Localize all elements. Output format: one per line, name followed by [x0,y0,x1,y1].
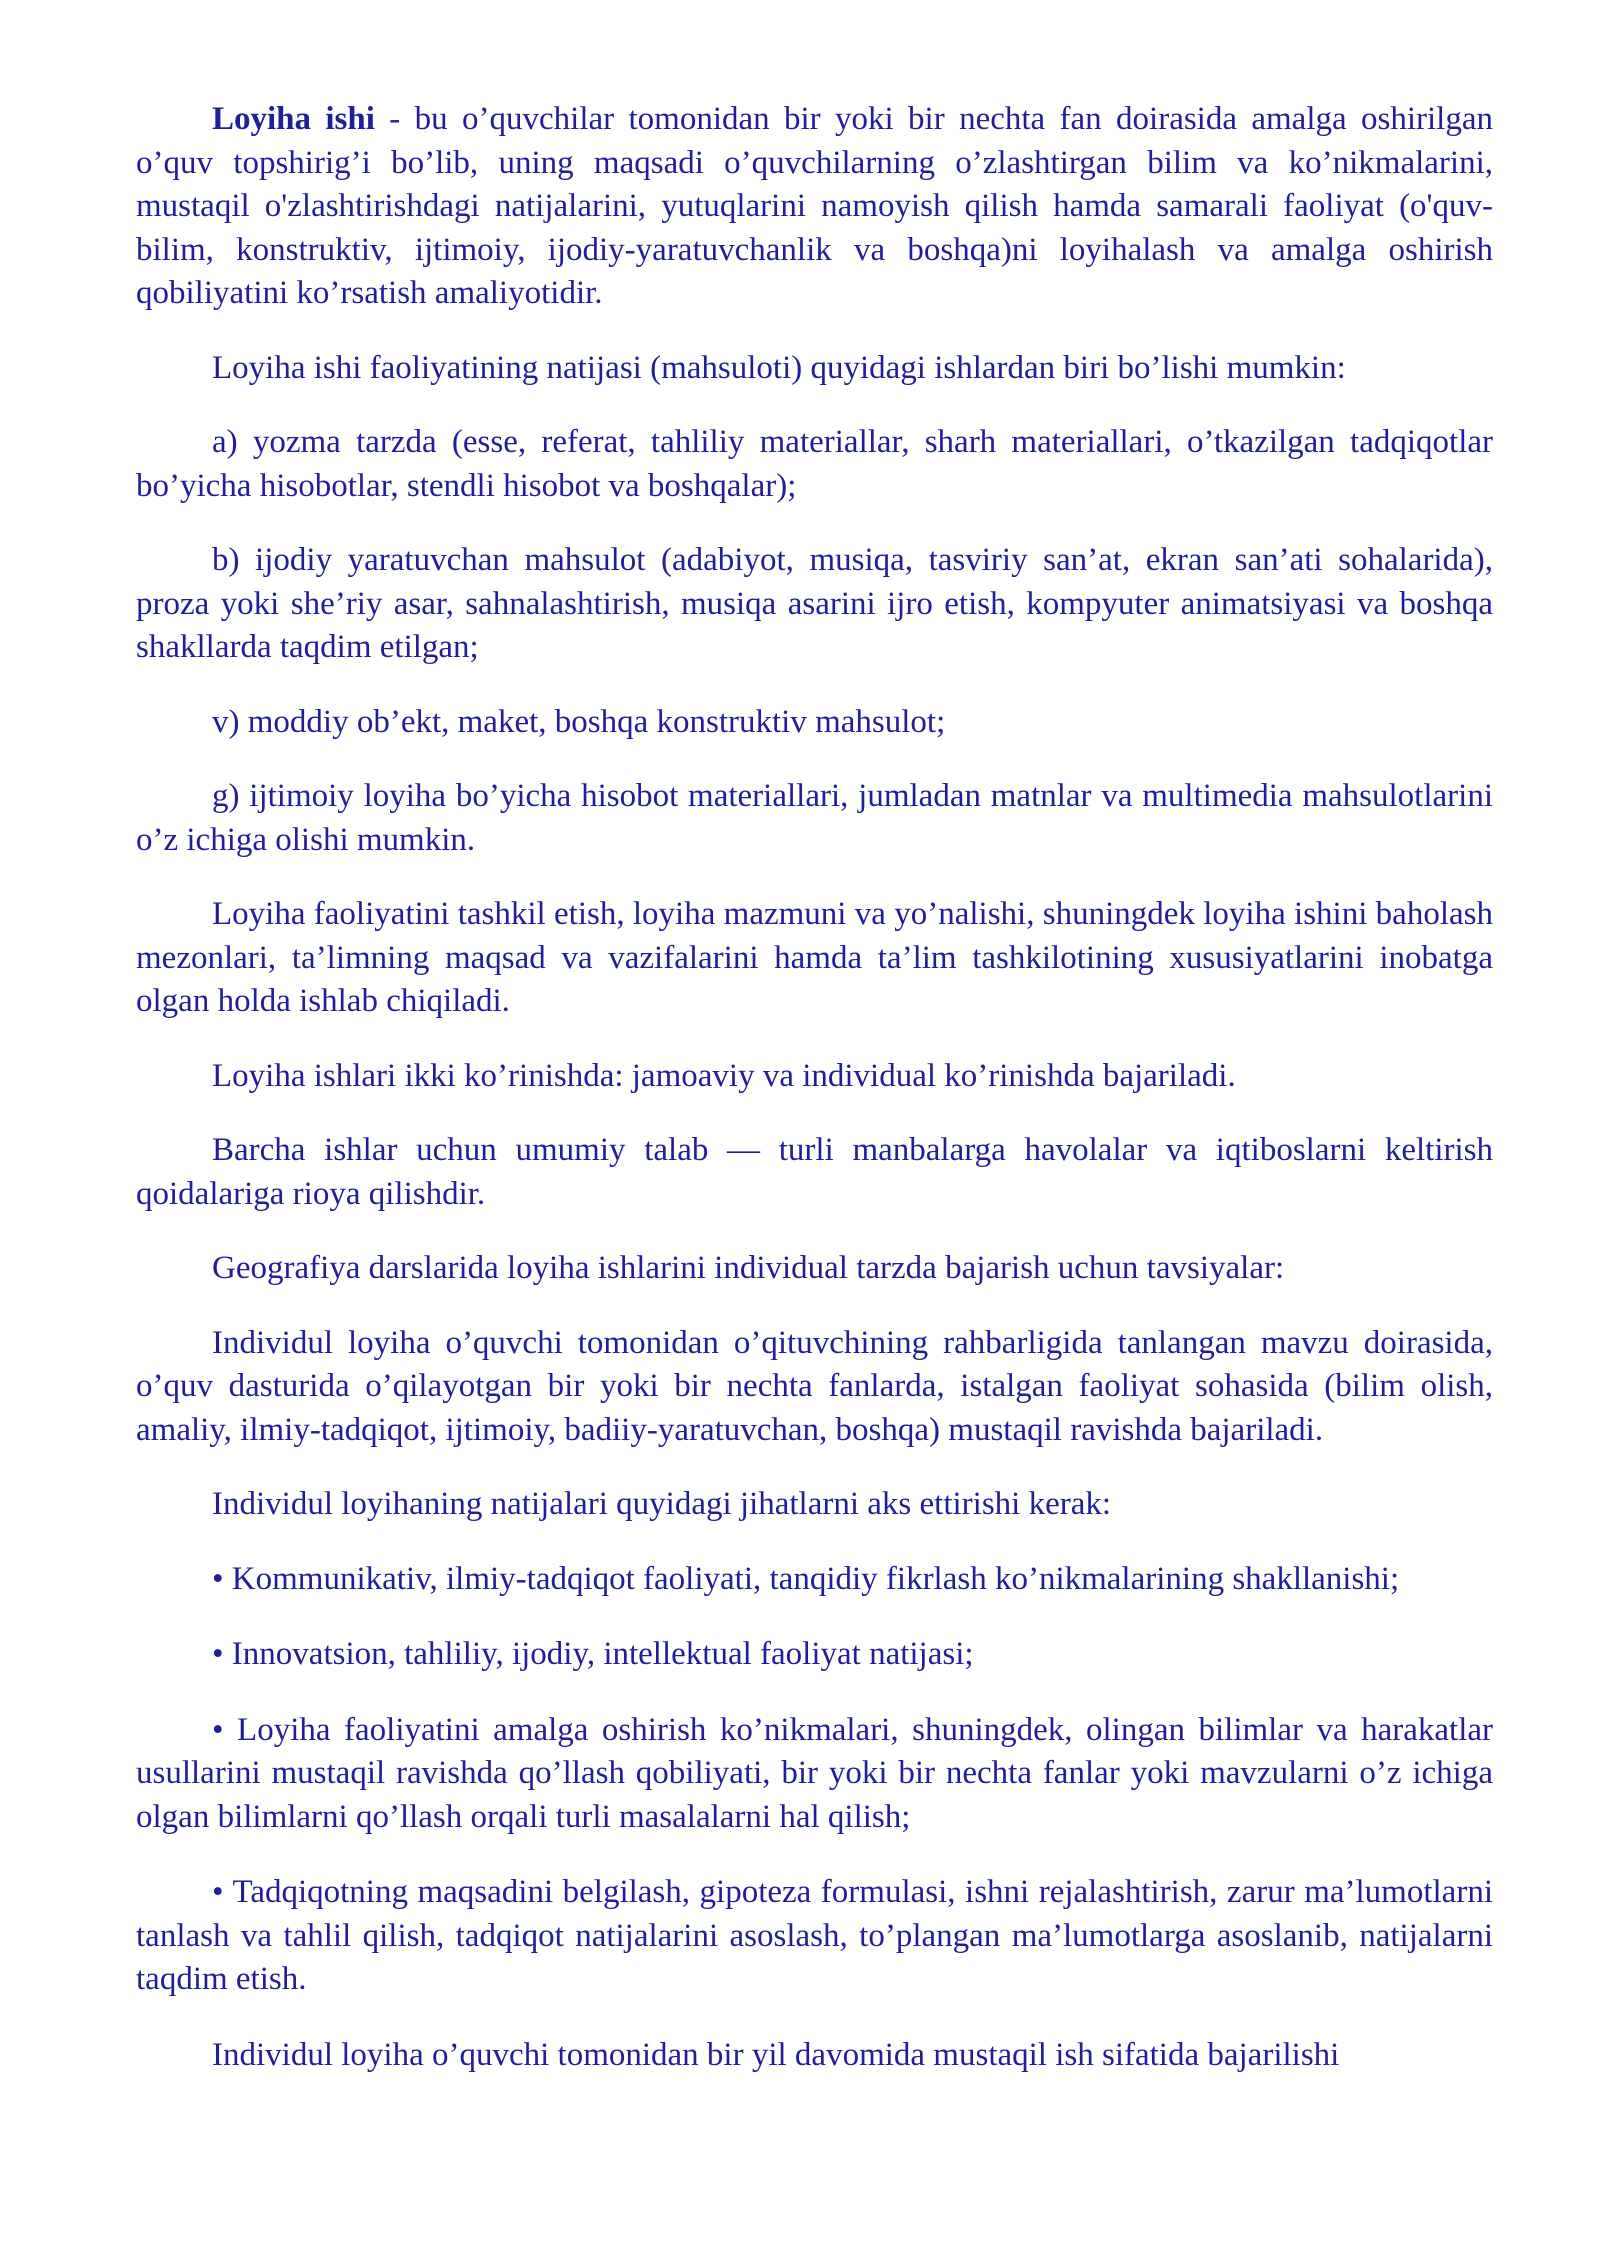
list-item-g: g) ijtimoiy loyiha bo’yicha hisobot materiallari, jumladan matnlar va multimedia mahsulotlarini o’z ichiga olishi mumkin. [136,778,1493,858]
bullet-item: • Tadqiqotning maqsadini belgilash, gipoteza formulasi, ishni rejalashtirish, zarur ma’lumotlarni tanlash va tahlil qilish, tadqiqot natijalarini asoslash, to’plangan ma’lumotlarga asoslanib, natijalarni taqdim etish. [136,1874,1493,1997]
paragraph-results-aspects: Individul loyihaning natijalari quyidagi jihatlarni aks ettirishi kerak: [212,1486,1112,1522]
defined-term: Loyiha ishi [212,101,375,137]
paragraph-project-types: Loyiha ishlari ikki ko’rinishda: jamoaviy va individual ko’rinishda bajariladi. [212,1057,1236,1094]
list-item-v: v) moddiy ob’ekt, maket, boshqa konstruktiv mahsulot; [212,703,946,740]
paragraph-final: Individul loyiha o’quvchi tomonidan bir yil davomida mustaqil ish sifatida bajarilishi [212,2036,1340,2073]
paragraph-organization: Loyiha faoliyatini tashkil etish, loyiha mazmuni va yo’nalishi, shuningdek loyiha ishini baholash mezonlari, ta’limning maqsad va vazifalarini hamda ta’lim tashkilotining xususiyatlarini inobatga olgan holda ishlab chiqiladi. [136,896,1493,1019]
paragraph-results-intro: Loyiha ishi faoliyatining natijasi (mahsuloti) quyidagi ishlardan biri bo’lishi mumkin: [212,349,1346,386]
bullet-item: • Loyiha faoliyatini amalga oshirish ko’nikmalari, shuningdek, olingan bilimlar va harakatlar usullarini mustaqil ravishda qo’llash qobiliyati, bir yoki bir nechta fanlar yoki mavzularni o’z ichiga olgan bilimlarni qo’llash orqali turli masalalarni hal qilish; [136,1711,1493,1835]
bullet-item: • Innovatsion, tahliliy, ijodiy, intellektual faoliyat natijasi; [212,1636,974,1672]
paragraph-recommendations-heading: Geografiya darslarida loyiha ishlarini individual tarzda bajarish uchun tavsiyalar: [212,1250,1285,1286]
paragraph-general-requirement: Barcha ishlar uchun umumiy talab — turli manbalarga havolalar va iqtiboslarni keltirish qoidalariga rioya qilishdir. [136,1132,1493,1212]
bullet-item: • Kommunikativ, ilmiy-tadqiqot faoliyati, tanqidiy fikrlash ko’nikmalarining shakllanishi; [212,1560,1400,1597]
document-page [136,98,1493,2077]
list-item-a: a) yozma tarzda (esse, referat, tahliliy materiallar, sharh materiallari, o’tkazilgan tadqiqotlar bo’yicha hisobotlar, stendli hisobot va boshqalar); [136,424,1493,504]
definition-text: - bu o’quvchilar tomonidan bir yoki bir nechta fan doirasida amalga oshirilgan o’quv topshirig’i bo’lib, uning maqsadi o’quvchilarning o’zlashtirgan bilim va ko’nikmalarini, mustaqil o'zlashtirishdagi natijalarini, yutuqlarini namoyish qilish hamda samarali faoliyat (o'quv-bilim, konstruktiv, ijtimoiy, ijodiy-yaratuvchanlik va boshqa)ni loyihalash va amalga oshirish qobiliyatini ko’rsatish amaliyotidir. [136,101,1493,311]
paragraph-individual-project: Individul loyiha o’quvchi tomonidan o’qituvchining rahbarligida tanlangan mavzu doirasida, o’quv dasturida o’qilayotgan bir yoki bir nechta fanlarda, istalgan faoliyat sohasida (bilim olish, amaliy, ilmiy-tadqiqot, ijtimoiy, badiiy-yaratuvchan, boshqa) mustaqil ravishda bajariladi. [136,1324,1493,1448]
list-item-b: b) ijodiy yaratuvchan mahsulot (adabiyot, musiqa, tasviriy san’at, ekran san’ati sohalarida), proza yoki she’riy asar, sahnalashtirish, musiqa asarini ijro etish, kompyuter animatsiyasi va boshqa shakllarda taqdim etilgan; [136,542,1493,665]
paragraph-definition [136,98,1493,316]
